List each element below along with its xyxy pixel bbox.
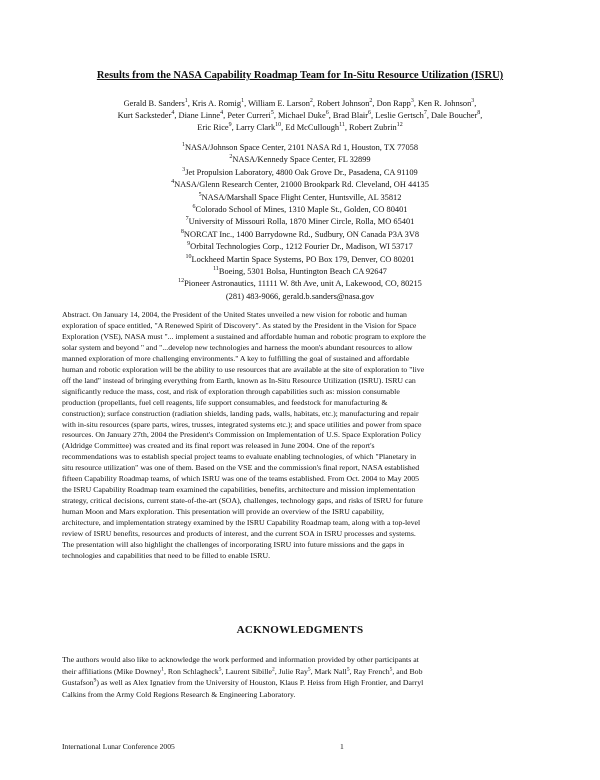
author-sup: 1 (241, 98, 245, 105)
author-sup: 11 (339, 122, 345, 129)
affiliation-sup: 11 (213, 266, 219, 273)
author-sup: 7 (423, 110, 427, 117)
ack-fragment: Gustafson (62, 678, 94, 687)
author-list (40, 98, 560, 134)
author-name: Leslie Gertsch (375, 111, 424, 120)
affiliation-sup: 12 (178, 278, 185, 285)
affiliation-text: Pioneer Astronautics, 11111 W. 8th Ave, unit A, Lakewood, CO, 80215 (184, 279, 422, 289)
page-number: 1 (340, 742, 344, 751)
abstract-line: off the land" instead of bringing everything from Earth, known as In-Situ Resource Utilization (ISRU). ISRU can (62, 375, 416, 385)
author-name: Dale Boucher (431, 111, 478, 120)
abstract-line: The presentation will also highlight the challenges of incorporating ISRU into future missions and the gaps in (62, 540, 405, 550)
abstract-line: strategy, critical decisions, current state-of-the-art (SOA), challenges, technology gaps, and risks of ISRU for future (62, 496, 423, 506)
author-name: William E. Larson (248, 99, 310, 108)
affiliation-item (40, 154, 560, 166)
author-sup: 9 (228, 122, 232, 129)
abstract-line: recommendations was to establish special project teams to evaluate enabling technologies, of which "Planetary in (62, 452, 417, 462)
author-name: Diane Linne (178, 111, 221, 120)
affiliation-text: Orbital Technologies Corp., 1212 Fourier Dr., Madison, WI 53717 (190, 242, 413, 252)
affiliation-item (40, 254, 560, 266)
affiliation-sup: 4 (171, 179, 175, 186)
affiliation-item (40, 204, 560, 216)
footer-conference: International Lunar Conference 2005 (62, 742, 175, 751)
ack-fragment: , and Bob (392, 666, 423, 676)
affiliation-sup: 8 (180, 229, 184, 236)
abstract-line: human Moon and Mars exploration. This presentation will provide an overview of the ISRU capability, (62, 507, 384, 517)
author-sup: 12 (396, 122, 403, 129)
ack-sup: 9 (93, 677, 97, 684)
abstract-line: technologies and capabilities that need to be filled to enable ISRU. (62, 550, 271, 560)
paper-title: Results from the NASA Capability Roadmap Team for In-Situ Resource Utilization (ISRU) (96, 70, 504, 81)
author-name: Kurt Sacksteder (117, 111, 172, 120)
acknowledgments-heading: ACKNOWLEDGMENTS (236, 624, 364, 636)
affiliation-text: University of Missouri Rolla, 1870 Miner Circle, Rolla, MO 65401 (188, 217, 415, 227)
affiliation-text: NASA/Marshall Space Flight Center, Huntsville, AL 35812 (201, 192, 402, 202)
author-sup: 4 (220, 110, 224, 117)
ack-sup: 2 (272, 665, 275, 672)
ack-line: The authors would also like to acknowledge the work performed and information provided by other participants at (62, 655, 419, 664)
acknowledgments-paragraph (62, 654, 538, 700)
author-name: Larry Clark (235, 123, 276, 132)
ack-fragment: , Ray French (349, 666, 390, 676)
affiliation-text: NORCAT Inc., 1400 Barrydowne Rd., Sudbury, ON Canada P3A 3V8 (183, 229, 420, 239)
affiliation-sup: 9 (187, 241, 191, 248)
ack-fragment: , Julie Ray (274, 666, 308, 676)
author-sup: 2 (369, 98, 373, 105)
affiliation-text: Boeing, 5301 Bolsa, Huntington Beach CA 92647 (218, 267, 387, 277)
author-line-3: Eric Rice$^9$, Larry Clark$^{10}$, Ed McCullough$^{11}$, Robert Zubrin$^{12}$ (197, 122, 403, 132)
abstract-line: Exploration (VSE), NASA must "... implement a sustained and affordable human and robotic program to explore the (62, 331, 426, 341)
abstract-line: solar system and beyond " and "...develop new technologies and harness the moon's abundant resources to allow (62, 342, 413, 352)
author-name: Ed McCullough (285, 123, 340, 132)
affiliation-sup: 10 (185, 253, 192, 260)
author-name: Kris A. Romig (191, 99, 242, 108)
abstract-line: with in-situ resources (spare parts, wires, trusses, integrated systems etc.); and space utilities and power from space (62, 419, 422, 429)
affiliation-item (40, 229, 560, 241)
author-line-1: Gerald B. Sanders$^1$, Kris A. Romig$^1$, William E. Larson$^2$, Robert Johnson$^2$, Don Rapp$^3$, Ken R. Johnson$^3$, (123, 98, 477, 108)
affiliation-text: NASA/Kennedy Space Center, FL 32899 (232, 155, 371, 165)
abstract-line: (Aldridge Committee) was created and its final report was released in June 2004. One of the report's (62, 441, 375, 451)
ack-fragment: ) as well as Alex Ignatiev from the University of Houston, Klaus P. Heiss from High Frontier, and Darryl (96, 678, 424, 687)
abstract-line: exploration of space entitled, "A Renewed Spirit of Discovery". As stated by the President in the Vision for Space (62, 320, 417, 330)
abstract-line: the ISRU Capability Roadmap team examined the capabilities, benefits, architecture and mission implementation (62, 485, 416, 495)
ack-sup: 5 (389, 665, 393, 672)
abstract-line: significantly reduce the mass, cost, and risk of exploration through capabilities such as: mission consumable (62, 386, 400, 396)
author-sup: 1 (184, 98, 188, 105)
author-name: Eric Rice (197, 123, 229, 132)
affiliation-item (40, 278, 560, 290)
abstract-line: manned exploration of more challenging environments." A key to fulfilling the goal of sustained and affordable (62, 353, 410, 363)
ack-fragment: their affiliations (Mike Downey (62, 666, 162, 676)
ack-fragment: , Laurent Sibille (221, 666, 272, 676)
author-sup: 2 (309, 98, 313, 105)
ack-sup: 5 (218, 665, 222, 672)
affiliation-text: Lockheed Martin Space Systems, PO Box 179, Denver, CO 80201 (191, 254, 415, 264)
author-line-2: Kurt Sacksteder$^4$, Diane Linne$^4$, Peter Curreri$^5$, Michael Duke$^6$, Brad Blair$^6$, Leslie Gertsch$^7$, Dale Boucher$^8$, (117, 110, 483, 120)
author-name: Peter Curreri (227, 111, 271, 120)
author-name: Michael Duke (278, 111, 326, 120)
abstract-line: resources. On January 27th, 2004 the President's Commission on Implementation of U.S. Space Exploration Policy (62, 430, 422, 440)
author-sup: 6 (325, 110, 329, 117)
abstract-line: human and robotic exploration will be the ability to use resources that are available at the site of exploration to "live (62, 364, 425, 374)
affiliation-text: Jet Propulsion Laboratory, 4800 Oak Grove Dr., Pasadena, CA 91109 (185, 167, 418, 177)
affiliation-item (40, 266, 560, 278)
author-sup: 3 (471, 98, 475, 105)
ack-fragment: , Mark Nall (310, 666, 347, 676)
author-name: Gerald B. Sanders (123, 99, 185, 108)
author-sup: 10 (275, 122, 282, 129)
affiliation-item (40, 192, 560, 204)
affiliation-sup: 6 (192, 204, 196, 211)
contact-line: (281) 483-9066, gerald.b.sanders@nasa.gov (225, 291, 375, 301)
abstract-line: production (propellants, fuel cell reagents, life support consumables, and feedstock for manufacturing & (62, 397, 388, 407)
affiliation-sup: 5 (198, 191, 202, 198)
author-name: Ken R. Johnson (418, 99, 472, 108)
abstract-line: review of ISRU benefits, resources and products of interest, and the current SOA in ISRU processes and systems. (62, 529, 416, 539)
abstract-line: construction); surface construction (radiation shields, landing pads, walls, habitats, etc.); manufacturing and repair (62, 408, 419, 418)
author-sup: 5 (270, 110, 274, 117)
affiliation-sup: 7 (185, 216, 189, 223)
affiliation-sup: 3 (182, 167, 186, 174)
abstract-line: fifteen Capability Roadmap teams, of which ISRU was one of the teams established. From Oct. 2004 to May 2005 (62, 474, 420, 484)
affiliation-text: Colorado School of Mines, 1310 Maple St., Golden, CO 80401 (195, 205, 408, 215)
ack-line: Calkins from the Army Cold Regions Research & Engineering Laboratory. (62, 689, 296, 699)
author-sup: 6 (368, 110, 372, 117)
author-name: Robert Johnson (317, 99, 370, 108)
author-sup: 4 (171, 110, 175, 117)
affiliation-item (40, 241, 560, 253)
ack-line (62, 666, 538, 678)
ack-sup: 5 (346, 665, 350, 672)
author-name: Brad Blair (332, 111, 369, 120)
affiliation-list (40, 142, 560, 303)
ack-sup: 5 (307, 665, 311, 672)
affiliation-item (40, 216, 560, 228)
author-name: Don Rapp (376, 99, 411, 108)
author-sup: 3 (410, 98, 414, 105)
ack-sup: 1 (161, 665, 164, 672)
ack-fragment: , Ron Schlagheck (164, 666, 219, 676)
affiliation-sup: 1 (181, 142, 185, 149)
affiliation-item (40, 167, 560, 179)
author-name: Robert Zubrin (349, 123, 397, 132)
abstract-line: Abstract. On January 14, 2004, the President of the United States unveiled a new vision for robotic and human (62, 310, 407, 319)
abstract-line: architecture, and implementation strategy examined by the ISRU Capability Roadmap team, along with a top-level (62, 518, 421, 528)
abstract-line: situ resource utilization" was one of them. Based on the VSE and the commission's final report, NASA established (62, 463, 420, 473)
affiliation-item (40, 142, 560, 154)
author-sup: 8 (477, 110, 481, 117)
ack-line (62, 677, 538, 689)
abstract-paragraph (62, 310, 538, 562)
affiliation-text: NASA/Johnson Space Center, 2101 NASA Rd 1, Houston, TX 77058 (184, 143, 419, 152)
affiliation-sup: 2 (229, 154, 233, 161)
affiliation-item (40, 179, 560, 191)
affiliation-text: NASA/Glenn Research Center, 21000 Brookpark Rd. Cleveland, OH 44135 (174, 180, 429, 190)
